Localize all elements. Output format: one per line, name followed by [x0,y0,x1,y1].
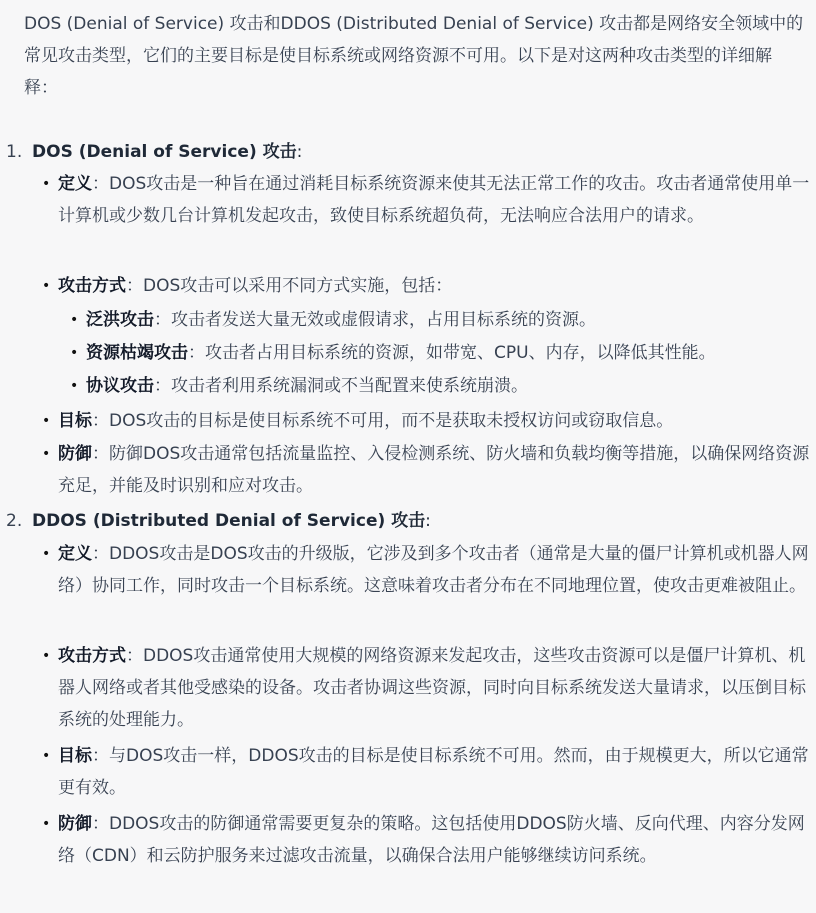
list-item [42,640,810,736]
item-label: 定义 [58,174,92,194]
bullet-icon: • [70,378,79,394]
bullet-icon: • [70,345,79,361]
list-item [42,808,810,872]
item-text: DDOS攻击通常使用大规模的网络资源来发起攻击，这些攻击资源可以是僵尸计算机、机器人网络或者其他受感染的设备。攻击者协调这些资源，同时向目标系统发送大量请求，以压倒目标系统的处理能力。 [58,646,806,730]
item-sep: ： [188,343,205,363]
item-text: 攻击者利用系统漏洞或不当配置来使系统崩溃。 [171,376,528,396]
item-sep: ： [126,646,143,666]
section-title [32,505,431,537]
item-label: 协议攻击 [86,376,154,396]
item-text: 攻击者占用目标系统的资源，如带宽、CPU、内存，以降低其性能。 [205,343,716,363]
item-text: DOS攻击是一种旨在通过消耗目标系统资源来使其无法正常工作的攻击。攻击者通常使用单一计算机或少数几台计算机发起攻击，致使目标系统超负荷，无法响应合法用户的请求。 [58,174,810,226]
list-number: 2. [6,511,23,531]
list-item [42,405,810,437]
item-text: DDOS攻击的防御通常需要更复杂的策略。这包括使用DDOS防火墙、反向代理、内容分发网络（CDN）和云防护服务来过滤攻击流量，以确保合法用户能够继续访问系统。 [58,814,805,866]
list-number: 1. [6,142,23,162]
item-label: 攻击方式 [58,646,126,666]
section-title-colon: : [296,142,303,162]
item-sep: ： [92,814,109,834]
item-sep: ： [92,444,109,464]
item-label: 泛洪攻击 [86,310,154,330]
sub-list-item [70,304,806,336]
list-item [42,438,810,502]
sub-list-item [70,337,806,369]
list-item [42,538,810,602]
bullet-icon: • [42,176,51,192]
item-text: DOS攻击可以采用不同方式实施，包括： [143,276,453,296]
item-text: 防御DOS攻击通常包括流量监控、入侵检测系统、防火墙和负载均衡等措施，以确保网络资源充足，并能及时识别和应对攻击。 [58,444,810,496]
item-label: 目标 [58,746,92,766]
item-sep: ： [92,174,109,194]
bullet-icon: • [42,278,51,294]
item-label: 攻击方式 [58,276,126,296]
bullet-icon: • [42,748,51,764]
item-sep: ： [154,376,171,396]
item-label: 防御 [58,814,92,834]
bullet-icon: • [42,816,51,832]
item-text: 攻击者发送大量无效或虚假请求，占用目标系统的资源。 [171,310,596,330]
item-text: DDOS攻击是DOS攻击的升级版，它涉及到多个攻击者（通常是大量的僵尸计算机或机器人网络）协同工作，同时攻击一个目标系统。这意味着攻击者分布在不同地理位置，使攻击更难被阻止。 [58,544,809,596]
list-item [42,168,810,232]
item-label: 资源枯竭攻击 [86,343,188,363]
item-text: DOS攻击的目标是使目标系统不可用，而不是获取未授权访问或窃取信息。 [109,411,674,431]
section-title [32,136,302,168]
item-label: 目标 [58,411,92,431]
section-title-text: DOS (Denial of Service) 攻击 [32,142,297,162]
section-title-text: DDOS (Distributed Denial of Service) 攻击 [32,511,426,531]
item-label: 定义 [58,544,92,564]
bullet-icon: • [42,546,51,562]
item-sep: ： [92,411,109,431]
section-title-colon: : [425,511,431,531]
bullet-icon: • [42,446,51,462]
list-item [42,270,810,302]
item-sep: ： [154,310,171,330]
intro-paragraph: DOS (Denial of Service) 攻击和DDOS (Distributed Denial of Service) 攻击都是网络安全领域中的常见攻击类型，它们的主要目标是使目标系统或网络资源不可用。以下是对这两种攻击类型的详细解释： [24,14,804,98]
item-text: 与DOS攻击一样，DDOS攻击的目标是使目标系统不可用。然而，由于规模更大，所以它通常更有效。 [58,746,809,798]
item-sep: ： [92,544,109,564]
item-sep: ： [92,746,109,766]
list-item [42,740,810,804]
item-label: 防御 [58,444,92,464]
bullet-icon: • [42,648,51,664]
sub-list-item [70,370,806,402]
item-sep: ： [126,276,143,296]
bullet-icon: • [70,312,79,328]
bullet-icon: • [42,413,51,429]
